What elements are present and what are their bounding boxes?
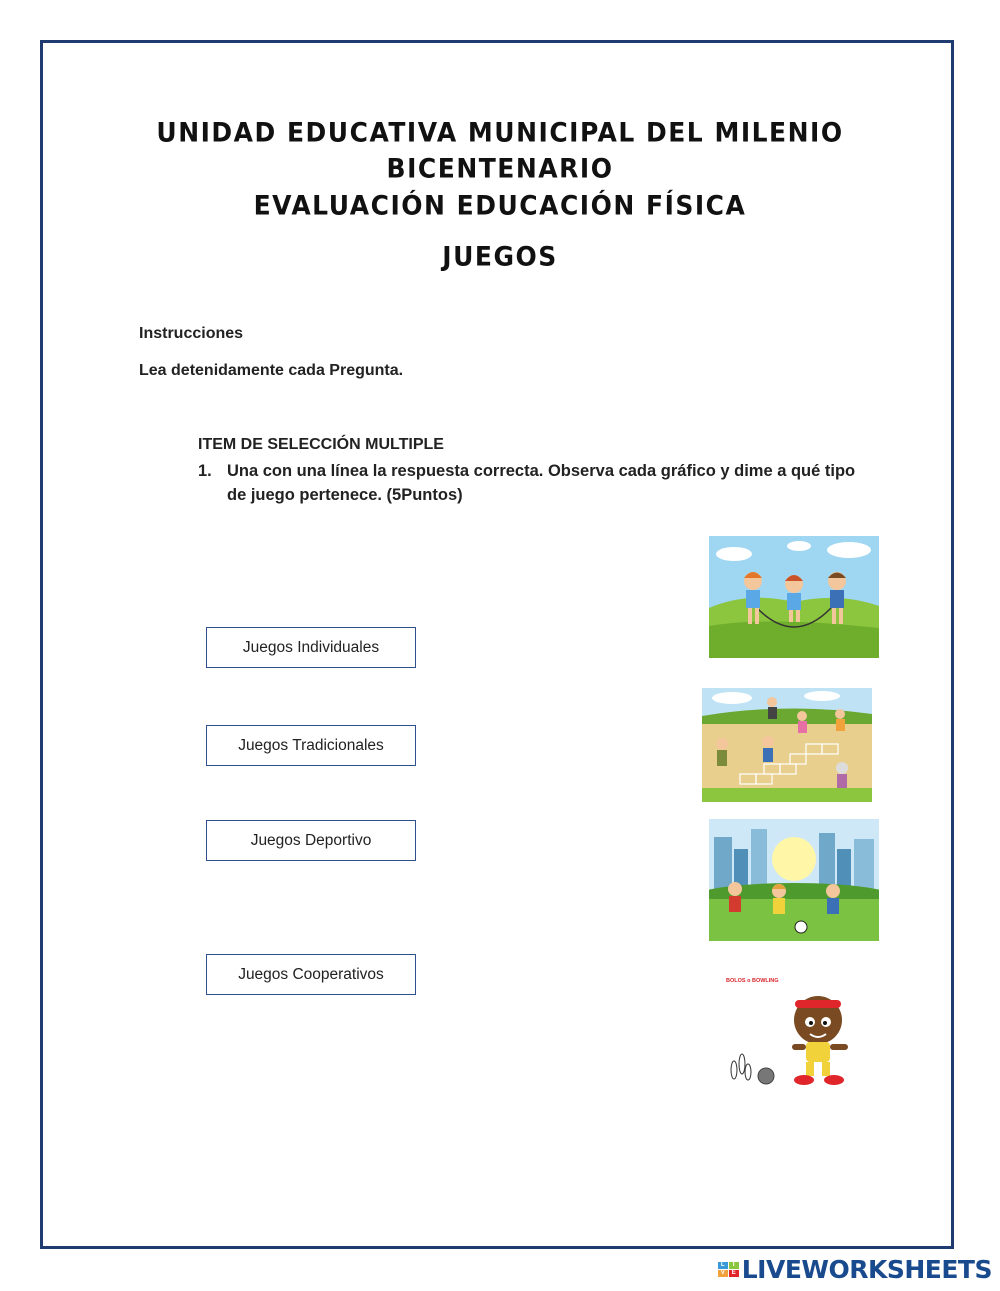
question-text: Una con una línea la respuesta correcta. Observa cada gráfico y dime a qué tipo de juego pertenece. (5Puntos)	[227, 462, 856, 504]
bowling-image[interactable]	[722, 978, 857, 1090]
jump-rope-image[interactable]	[709, 536, 879, 658]
instructions-title: Instrucciones	[139, 325, 244, 342]
answer-box-tradicionales[interactable]: Juegos Tradicionales	[206, 725, 416, 766]
question-number: 1.	[198, 462, 212, 480]
instructions-text: Lea detenidamente cada Pregunta.	[139, 362, 404, 379]
school-name: UNIDAD EDUCATIVA MUNICIPAL DEL MILENIO	[156, 116, 844, 149]
bowling-caption: BOLOS o BOWLING	[726, 978, 779, 984]
section-heading: ITEM DE SELECCIÓN MULTIPLE	[198, 436, 444, 453]
answer-box-deportivo[interactable]: Juegos Deportivo	[206, 820, 416, 861]
topic-title: JUEGOS	[442, 240, 558, 273]
answer-box-cooperativos[interactable]: Juegos Cooperativos	[206, 954, 416, 995]
logo-text: LIVEWORKSHEETS	[741, 1255, 992, 1284]
liveworksheets-logo[interactable]	[718, 1255, 992, 1284]
logo-icon: L I V E	[718, 1262, 739, 1277]
school-name-line2: BICENTENARIO	[386, 152, 614, 185]
answer-box-individuales[interactable]: Juegos Individuales	[206, 627, 416, 668]
hopscotch-image[interactable]	[702, 688, 872, 802]
exam-title: EVALUACIÓN EDUCACIÓN FÍSICA	[253, 189, 747, 222]
soccer-image[interactable]	[709, 819, 879, 941]
